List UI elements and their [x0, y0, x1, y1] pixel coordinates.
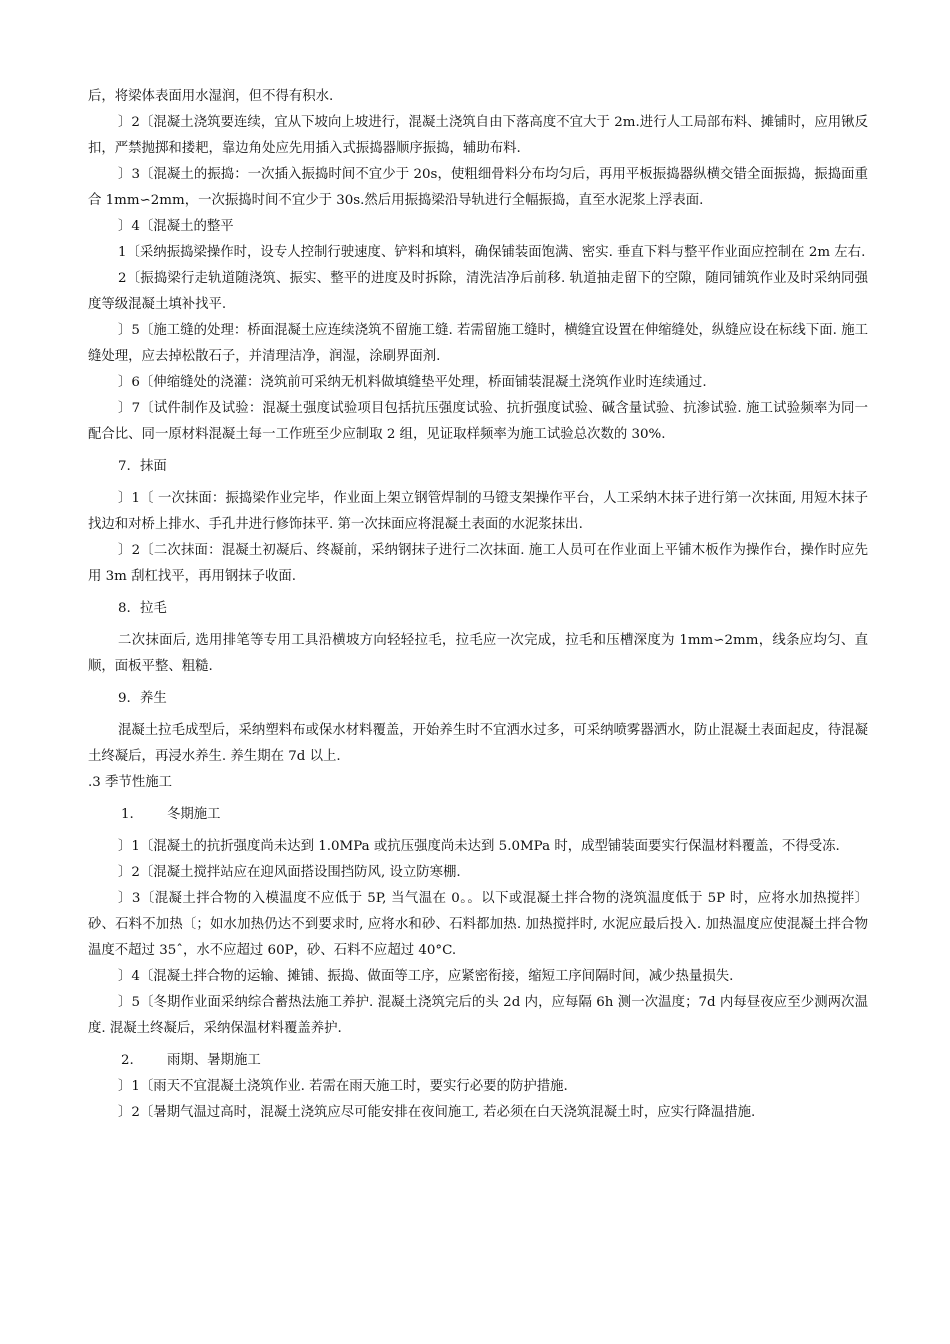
- heading-number: 2.: [121, 1053, 134, 1068]
- paragraph: 〕2〔暑期气温过高时，混凝土浇筑应尽可能安排在夜间施工, 若必须在白天浇筑混凝土时，应实行降温措施.: [118, 1105, 756, 1120]
- paragraph: 〕1〔雨天不宜混凝土浇筑作业. 若需在雨天施工时，要实行必要的防护措施.: [118, 1079, 568, 1094]
- paragraph: 〕4〔混凝土拌合物的运输、摊铺、振捣、做面等工序，应紧密衔接，缩短工序间隔时间，减少热量损失.: [118, 969, 734, 984]
- paragraph: 〕5〔施工缝的处理：桥面混凝土应连续浇筑不留施工缝. 若需留施工缝时，横缝宜设置在伸缩缝处，纵缝应设在标线下面. 施工缝处理，应去掉松散石子，并清理洁净，润湿，涂刷界面剂.: [88, 323, 868, 364]
- heading-number: 8.: [118, 601, 131, 616]
- heading-number: 9.: [118, 691, 131, 706]
- paragraph: 〕7〔试件制作及试验：混凝土强度试验项目包括抗压强度试验、抗折强度试验、碱含量试验、抗渗试验. 施工试验频率为同一配合比、同一原材料混凝土每一工作班至少应制取 2 组，见证取样频率为施工试验总次数的 30%.: [88, 401, 868, 442]
- paragraph: 〕2〔混凝土搅拌站应在迎风面搭设围挡防风, 设立防寒棚.: [118, 865, 461, 880]
- document-page: [88, 84, 868, 1126]
- heading-text: 养生: [140, 691, 167, 706]
- section-title: .3 季节性施工: [88, 775, 172, 790]
- heading-number: 7.: [118, 459, 131, 474]
- section-heading: [88, 686, 868, 712]
- paragraph: 混凝土拉毛成型后，采纳塑料布或保水材料覆盖，开始养生时不宜洒水过多，可采纳喷雾器洒水，防止混凝土表面起皮，待混凝土终凝后，再浸水养生. 养生期在 7d 以上.: [88, 723, 868, 764]
- paragraph: 〕2〔混凝土浇筑要连续，宜从下坡向上坡进行，混凝土浇筑自由下落高度不宜大于 2m.进行人工局部布料、摊铺时，应用锹反扣，严禁抛掷和搂耙，靠边角处应先用插入式振捣器顺序振捣，辅助布料.: [88, 115, 868, 156]
- section-heading: [88, 596, 868, 622]
- heading-text: 雨期、暑期施工: [167, 1053, 261, 1068]
- paragraph: 1〔采纳振捣梁操作时，设专人控制行驶速度、铲料和填料，确保铺装面饱满、密实. 垂直下料与整平作业面应控制在 2m 左右.: [118, 245, 866, 260]
- heading-number: 1.: [121, 807, 134, 822]
- paragraph: 〕3〔混凝土的振捣：一次插入振捣时间不宜少于 20s，使粗细骨料分布均匀后，再用平板振捣器纵横交错全面振捣，振捣面重合 1mm∽2mm，一次振捣时间不宜少于 30s.然后用振捣梁沿导轨进行全幅振捣，直至水泥浆上浮表面.: [88, 167, 868, 208]
- subsection-heading: [88, 1048, 868, 1074]
- subsection-heading: [88, 802, 868, 828]
- paragraph: 2〔振捣梁行走轨道随浇筑、振实、整平的进度及时拆除，清洗洁净后前移. 轨道抽走留下的空隙，随同铺筑作业及时采纳同强度等级混凝土填补找平.: [88, 271, 868, 312]
- heading-text: 冬期施工: [167, 807, 221, 822]
- heading-text: 拉毛: [140, 601, 167, 616]
- paragraph: 二次抹面后, 选用排笔等专用工具沿横坡方向轻轻拉毛，拉毛应一次完成，拉毛和压槽深度为 1mm∽2mm，线条应均匀、直顺，面板平整、粗糙.: [88, 633, 868, 674]
- paragraph: 〕4〔混凝土的整平: [118, 219, 234, 234]
- section-heading: [88, 454, 868, 480]
- paragraph: 后，将梁体表面用水湿润，但不得有积水.: [88, 89, 334, 104]
- heading-text: 抹面: [140, 459, 167, 474]
- paragraph: 〕5〔冬期作业面采纳综合蓄热法施工养护. 混凝土浇筑完后的头 2d 内，应每隔 6h 测一次温度；7d 内每昼夜应至少测两次温度. 混凝土终凝后，采纳保温材料覆盖养护.: [88, 995, 868, 1036]
- paragraph: 〕2〔二次抹面：混凝土初凝后、终凝前，采纳钢抹子进行二次抹面. 施工人员可在作业面上平铺木板作为操作台，操作时应先用 3m 刮杠找平，再用钢抹子收面.: [88, 543, 868, 584]
- paragraph: 〕6〔伸缩缝处的浇灌：浇筑前可采纳无机料做填缝垫平处理，桥面铺装混凝土浇筑作业时连续通过.: [118, 375, 707, 390]
- paragraph: 〕1〔 一次抹面：振捣梁作业完毕，作业面上架立钢管焊制的马镫支架操作平台，人工采纳木抹子进行第一次抹面, 用短木抹子找边和对桥上排水、手孔井进行修饰抹平. 第一次抹面应将混凝土表面的水泥浆抹出.: [88, 491, 868, 532]
- paragraph: 〕1〔混凝土的抗折强度尚未达到 1.0MPa 或抗压强度尚未达到 5.0MPa 时，成型铺装面要实行保温材料覆盖，不得受冻.: [118, 839, 840, 854]
- paragraph: 〕3〔混凝土拌合物的入模温度不应低于 5P, 当气温在 0。。以下或混凝土拌合物的浇筑温度低于 5P 时，应将水加热搅拌〕砂、石料不加热〔；如水加热仍达不到要求时, 应将水和砂、石料都加热. 加热搅拌时, 水泥应最后投入. 加热温度应使混凝土拌合物温度不超过 35ˆ，水不应超过 60P，砂、石料不应超过 40°C.: [88, 891, 868, 958]
